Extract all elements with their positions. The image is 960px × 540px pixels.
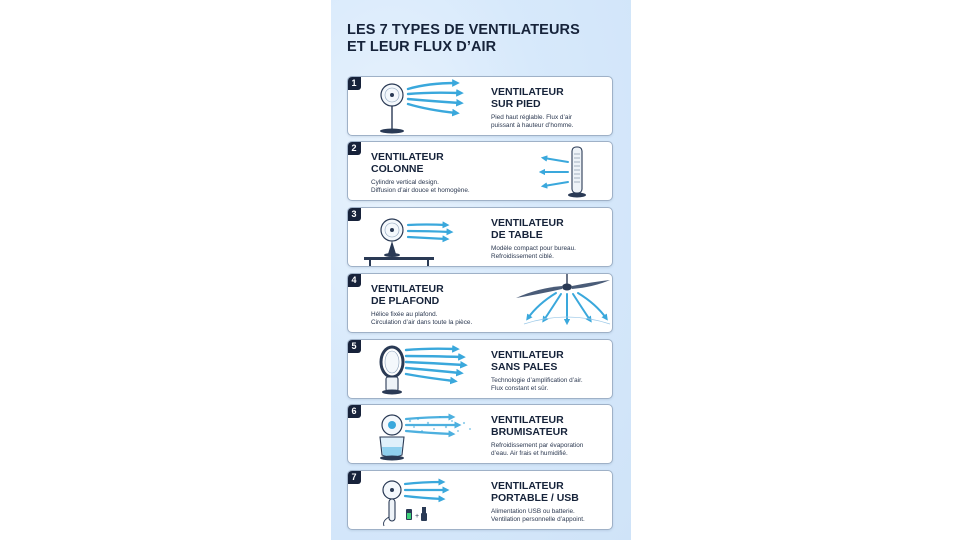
fan-card-4 [347,273,613,333]
fan-description [491,442,613,458]
fan-number-badge: 4 [347,273,361,287]
fan-text [491,415,613,458]
fan-text [491,218,613,261]
svg-text:+: + [415,513,420,520]
fan-number-badge: 7 [347,470,361,484]
fan-desc-line2: d’eau. Air frais et humidifié. [491,450,568,457]
fan-description [371,311,501,327]
fan-desc-line1: Modèle compact pour bureau. [491,245,576,252]
fan-number-badge: 2 [347,141,361,155]
fan-description [491,245,613,261]
fan-desc-line2: Ventilation personnelle d’appoint. [491,516,585,523]
fan-desc-line2: Circulation d’air dans toute la pièce. [371,319,473,326]
fan-name-line1: VENTILATEUR [491,217,564,229]
fan-types-poster [331,0,631,540]
fan-name-line2: COLONNE [371,162,424,175]
fan-name-line2: SANS PALES [491,360,558,373]
poster-title-line1: LES 7 TYPES DE VENTILATEURS [347,22,580,38]
fan-desc-line1: Pied haut réglable. Flux d’air [491,114,572,121]
poster-title-line2: ET LEUR FLUX D’AIR [347,39,497,55]
fan-name-line1: VENTILATEUR [371,283,444,295]
fan-desc-line1: Alimentation USB ou batterie. [491,508,575,515]
fan-card-2 [347,141,613,201]
fan-card-3 [347,207,613,267]
fan-name-line2: PORTABLE / USB [491,491,579,504]
fan-desc-line2: puissant à hauteur d’homme. [491,122,574,129]
fan-number-badge: 3 [347,207,361,221]
fan-desc-line2: Refroidissement ciblé. [491,253,554,260]
fan-text [371,284,501,327]
poster-title [347,22,617,56]
fan-name-line2: BRUMISATEUR [491,425,568,438]
fan-desc-line2: Flux constant et sûr. [491,385,549,392]
fan-desc-line2: Diffusion d’air douce et homogène. [371,187,470,194]
fan-description [491,508,613,524]
fan-card-6 [347,404,613,464]
fan-number-badge: 5 [347,339,361,353]
fan-desc-line1: Cylindre vertical design. [371,179,439,186]
fan-name-line1: VENTILATEUR [491,414,564,426]
fan-name-line2: SUR PIED [491,97,541,110]
fan-description [371,179,501,195]
fan-name-line2: DE PLAFOND [371,294,440,307]
fan-card-1 [347,76,613,136]
fan-name-line1: VENTILATEUR [491,480,564,492]
fan-name-line2: DE TABLE [491,228,543,241]
fan-number-badge: 6 [347,404,361,418]
fan-card-7 [347,470,613,530]
fan-number-badge: 1 [347,76,361,90]
fan-card-5 [347,339,613,399]
fan-text [491,350,613,393]
fan-desc-line1: Technologie d’amplification d’air. [491,377,583,384]
fan-name-line1: VENTILATEUR [371,151,444,163]
fan-desc-line1: Refroidissement par évaporation [491,442,584,449]
fan-desc-line1: Hélice fixée au plafond. [371,311,438,318]
fan-name-line1: VENTILATEUR [491,86,564,98]
fan-text [491,87,613,130]
fan-name-line1: VENTILATEUR [491,349,564,361]
fan-text [491,481,613,524]
fan-description [491,377,613,393]
fan-description [491,114,613,130]
fan-text [371,152,501,195]
